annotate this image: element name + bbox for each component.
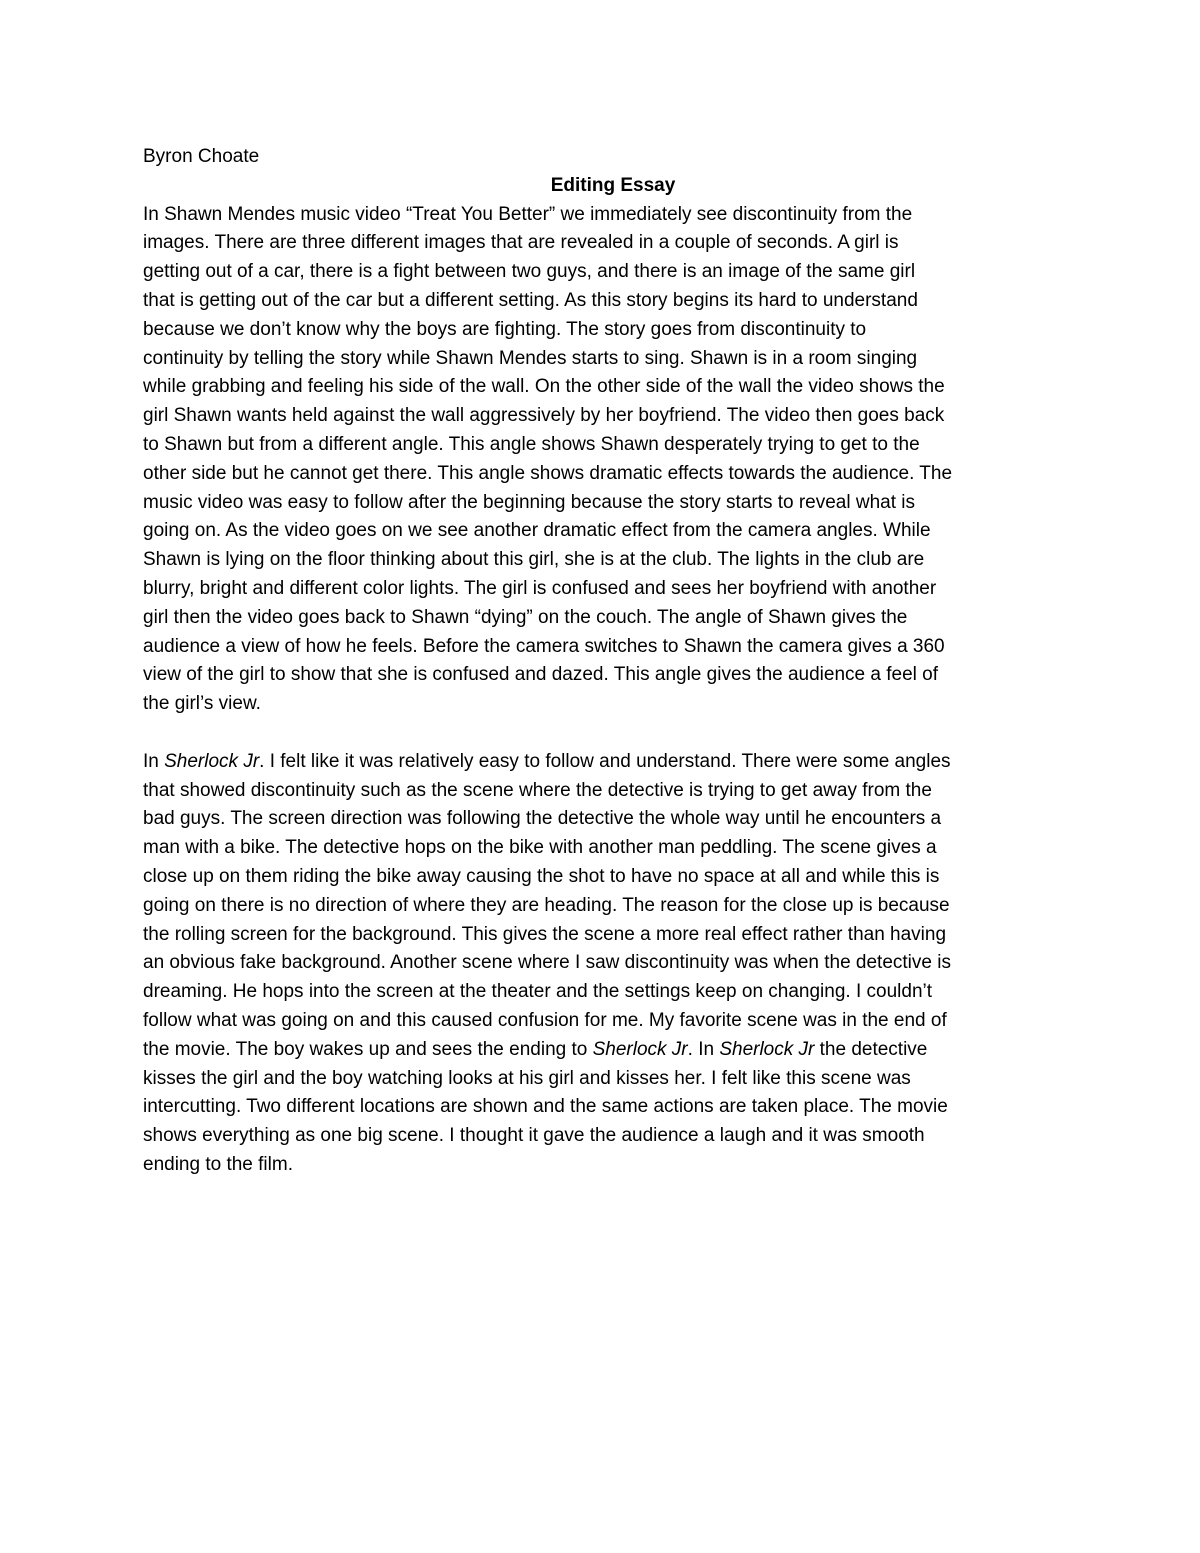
text-line: audience a view of how he feels. Before the camera switches to Shawn the camera gives a 360 [143, 635, 945, 657]
text-line: girl Shawn wants held against the wall aggressively by her boyfriend. The video then goes back [143, 405, 945, 427]
text-line: kisses the girl and the boy watching looks at his girl and kisses her. I felt like this scene was [143, 1067, 911, 1089]
text-line: because we don’t know why the boys are fighting. The story goes from discontinuity to [143, 318, 867, 340]
text-line: blurry, bright and different color lights. The girl is confused and sees her boyfriend with another [143, 577, 937, 599]
text-line: man with a bike. The detective hops on the bike with another man peddling. The scene gives a [143, 837, 937, 859]
text-line: dreaming. He hops into the screen at the theater and the settings keep on changing. I couldn’t [143, 981, 933, 1003]
text-run: . In [687, 1038, 720, 1060]
text-run: the detective [814, 1038, 928, 1060]
text-line: follow what was going on and this caused confusion for me. My favorite scene was in the end of [143, 1009, 947, 1031]
text-line: In Shawn Mendes music video “Treat You Better” we immediately see discontinuity from the [143, 203, 913, 225]
text-line: the girl’s view. [143, 693, 261, 715]
text-line: Shawn is lying on the floor thinking about this girl, she is at the club. The lights in the club are [143, 549, 925, 571]
text-line: while grabbing and feeling his side of the wall. On the other side of the wall the video shows the [143, 376, 945, 398]
text-line: an obvious fake background. Another scene where I saw discontinuity was when the detective is [143, 952, 951, 974]
text-line: view of the girl to show that she is confused and dazed. This angle gives the audience a feel of [143, 664, 938, 686]
text-line: images. There are three different images that are revealed in a couple of seconds. A girl is [143, 232, 899, 254]
text-run: the movie. The boy wakes up and sees the ending to [143, 1038, 593, 1060]
text-line: music video was easy to follow after the beginning because the story starts to reveal what is [143, 491, 916, 513]
text-line: continuity by telling the story while Shawn Mendes starts to sing. Shawn is in a room singing [143, 347, 918, 369]
text-line: ending to the film. [143, 1153, 293, 1175]
text-line: getting out of a car, there is a fight between two guys, and there is an image of the same girl [143, 261, 916, 283]
text-line: that showed discontinuity such as the scene where the detective is trying to get away from the [143, 779, 932, 801]
text-line: the rolling screen for the background. This gives the scene a more real effect rather than having [143, 923, 947, 945]
document-body [143, 143, 1083, 1180]
text-run: . I felt like it was relatively easy to follow and understand. There were some angles [259, 750, 951, 772]
film-title-italic: Sherlock Jr [719, 1038, 815, 1060]
document-title: Editing Essay [550, 174, 676, 196]
film-title-italic: Sherlock Jr [164, 750, 260, 772]
text-line: going on. As the video goes on we see another dramatic effect from the camera angles. While [143, 520, 931, 542]
text-line: going on there is no direction of where they are heading. The reason for the close up is because [143, 894, 950, 916]
text-line: girl then the video goes back to Shawn “dying” on the couch. The angle of Shawn gives the [143, 606, 908, 628]
paragraph-2 [143, 748, 1083, 1180]
text-line [143, 1036, 1083, 1065]
text-line: close up on them riding the bike away causing the shot to have no space at all and while this is [143, 865, 940, 887]
text-line: shows everything as one big scene. I thought it gave the audience a laugh and it was smooth [143, 1125, 925, 1147]
paragraph-1 [143, 201, 1083, 719]
text-line: other side but he cannot get there. This angle shows dramatic effects towards the audience. The [143, 462, 953, 484]
text-line: to Shawn but from a different angle. This angle shows Shawn desperately trying to get to the [143, 433, 920, 455]
author-name: Byron Choate [143, 146, 260, 167]
film-title-italic: Sherlock Jr [592, 1038, 688, 1060]
text-line [143, 748, 1083, 777]
text-run: In [143, 750, 165, 772]
text-line: bad guys. The screen direction was following the detective the whole way until he encounters a [143, 808, 942, 830]
text-line: intercutting. Two different locations are shown and the same actions are taken place. The movie [143, 1096, 948, 1118]
text-line: that is getting out of the car but a different setting. As this story begins its hard to understand [143, 289, 918, 311]
